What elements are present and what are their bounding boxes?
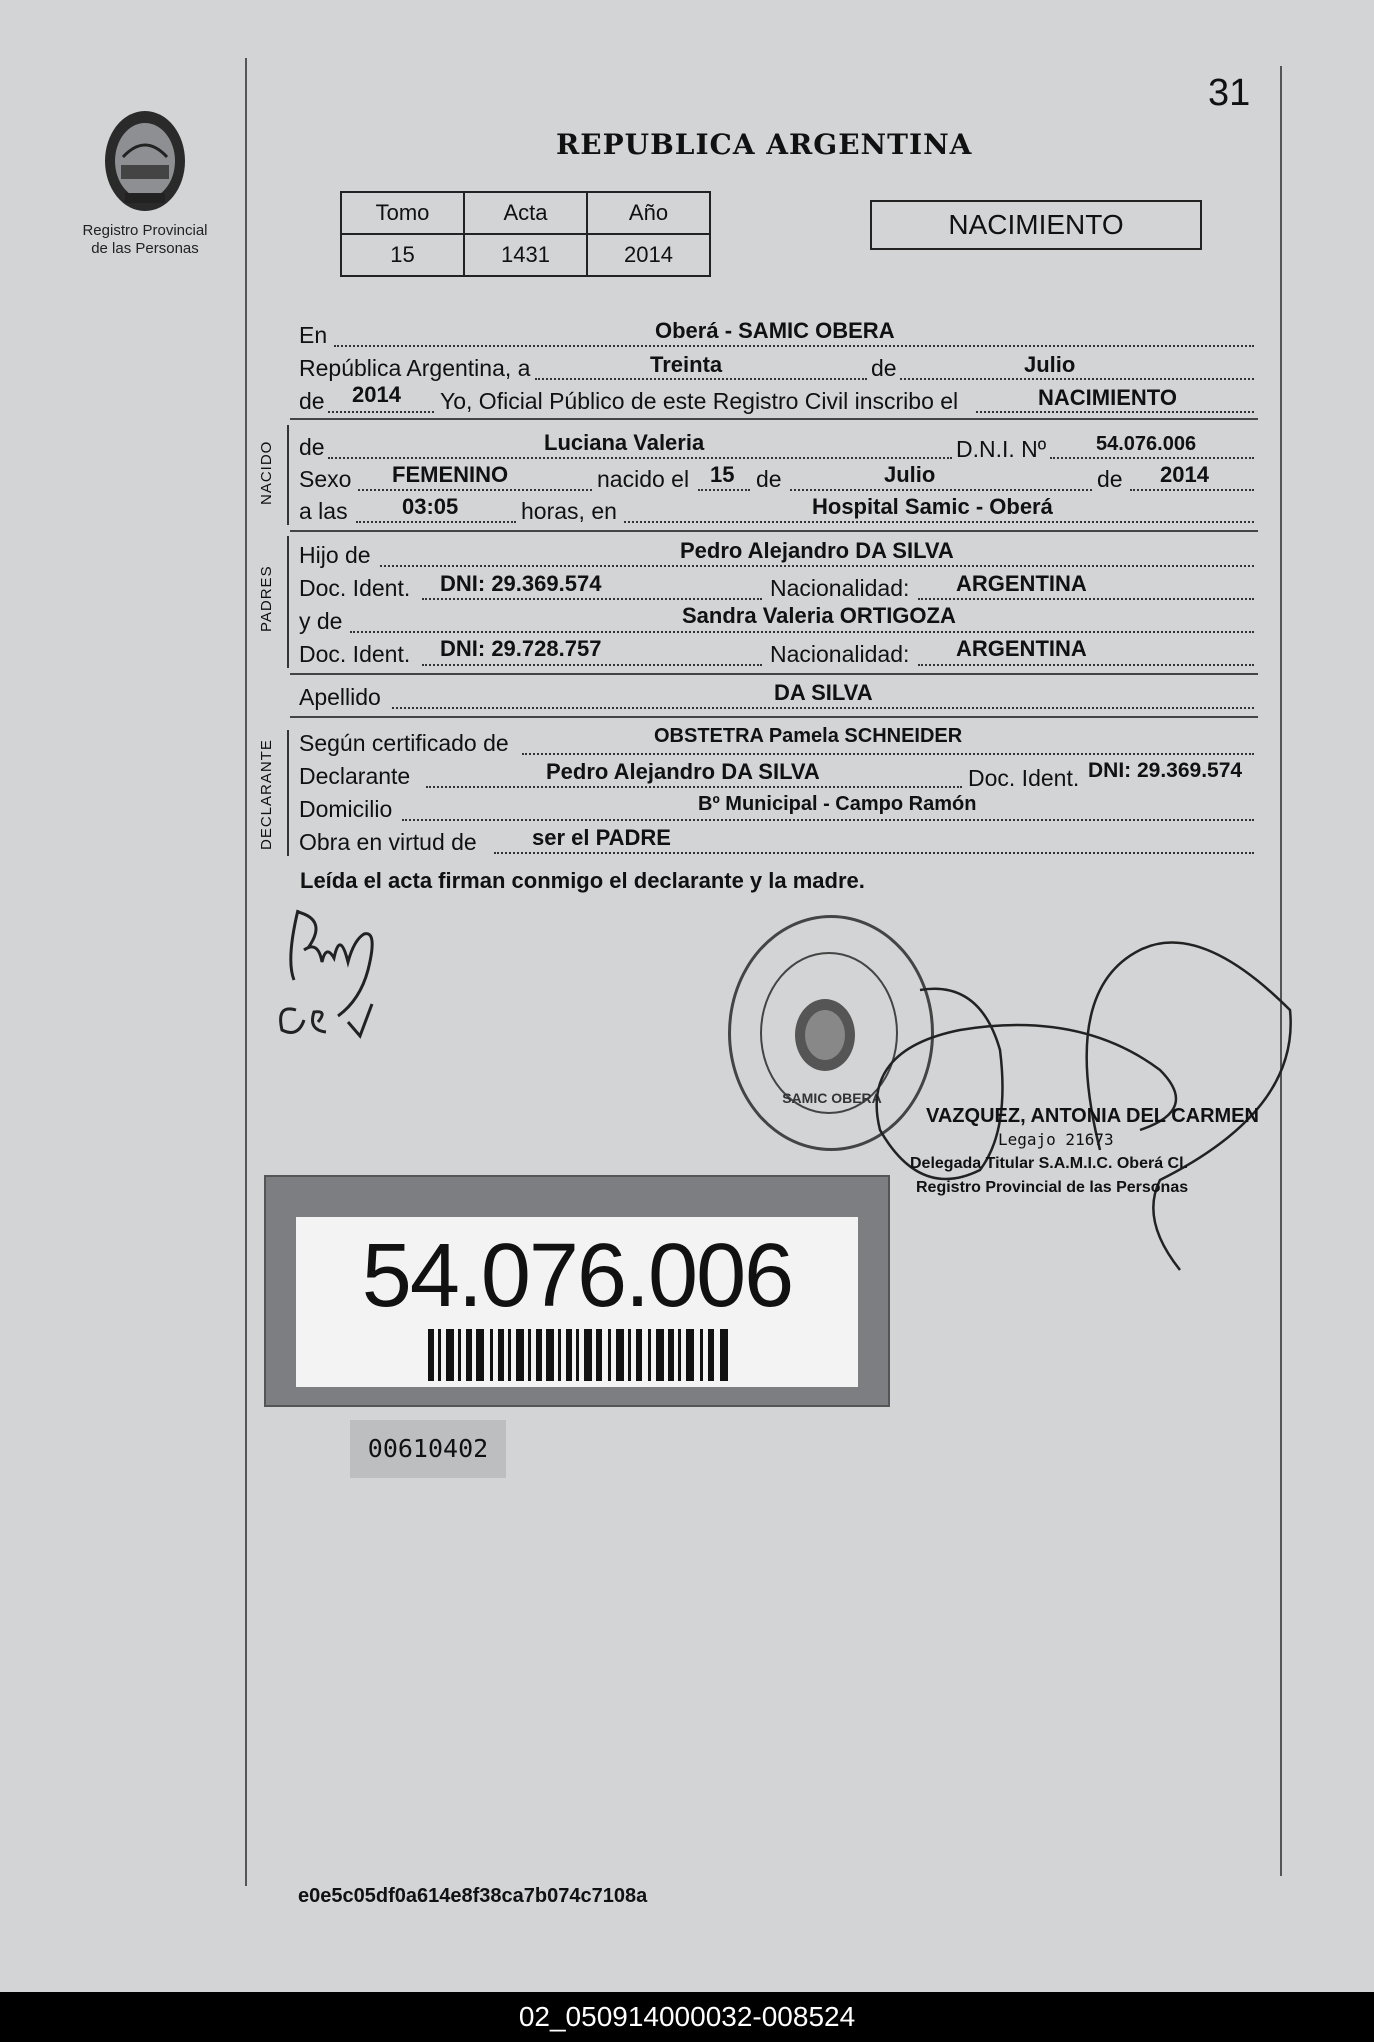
dotted-line — [426, 786, 962, 788]
section-bar-declarante — [287, 730, 289, 856]
value-domicilio: Bº Municipal - Campo Ramón — [698, 793, 977, 815]
barcode-label — [264, 1175, 890, 1407]
header-acta: Acta — [464, 192, 587, 234]
dotted-line — [1050, 457, 1254, 459]
label-hijo-de: Hijo de — [299, 542, 371, 568]
label-apellido: Apellido — [299, 684, 381, 710]
section-bar-nacido — [287, 425, 289, 525]
value-acto: NACIMIENTO — [1038, 385, 1177, 410]
record-table — [340, 191, 711, 277]
barcode-icon — [428, 1329, 728, 1381]
section-divider — [290, 530, 1258, 532]
footer-id: 02_050914000032-008524 — [0, 1992, 1374, 2042]
label-horas-en: horas, en — [521, 498, 617, 524]
label-yo-oficial: Yo, Oficial Público de este Registro Civil inscribo el — [440, 388, 959, 414]
logo-line-1: Registro Provincial — [82, 222, 208, 239]
document-title: REPUBLICA ARGENTINA — [556, 128, 973, 161]
side-label-nacido: NACIDO — [258, 440, 275, 505]
label-de: de — [299, 434, 325, 460]
barcode-number: 54.076.006 — [361, 1226, 793, 1326]
side-label-declarante: DECLARANTE — [258, 739, 275, 850]
dotted-line — [494, 852, 1254, 854]
record-table-values — [341, 234, 710, 276]
value-padre-doc: DNI: 29.369.574 — [440, 571, 602, 596]
section-bar-padres — [287, 536, 289, 668]
value-mes-nac: Julio — [884, 462, 936, 487]
value-mes: Julio — [1024, 352, 1076, 377]
value-apellido: DA SILVA — [774, 680, 873, 705]
header-anio: Año — [587, 192, 710, 234]
label-doc-ident: Doc. Ident. — [299, 575, 411, 601]
officer-office: Registro Provincial de las Personas — [916, 1179, 1189, 1196]
value-anio-nac: 2014 — [1160, 462, 1209, 487]
dotted-line — [328, 411, 434, 413]
dotted-line — [334, 345, 1254, 347]
label-a-las: a las — [299, 498, 348, 524]
dotted-line — [402, 819, 1254, 821]
value-anio: 2014 — [352, 382, 401, 407]
label-obra-en-virtud: Obra en virtud de — [299, 829, 477, 855]
logo-line-2: de las Personas — [91, 240, 199, 257]
registry-logo — [70, 105, 220, 285]
value-lugar: Oberá - SAMIC OBERA — [655, 318, 895, 343]
value-dia-nac: 15 — [710, 462, 735, 487]
label-nacionalidad: Nacionalidad: — [770, 575, 910, 601]
dotted-line — [328, 457, 952, 459]
value-lugar-nac: Hospital Samic - Oberá — [812, 494, 1053, 519]
closing-statement: Leída el acta firman conmigo el declarante y la madre. — [300, 868, 865, 893]
label-segun-certificado: Según certificado de — [299, 730, 509, 756]
label-doc-ident: Doc. Ident. — [299, 641, 411, 667]
label-sexo: Sexo — [299, 466, 352, 492]
stamp-inner-text: SAMIC OBERA — [782, 1090, 882, 1106]
signature-left-icon — [268, 900, 428, 1050]
header-tomo: Tomo — [341, 192, 464, 234]
section-divider — [290, 716, 1258, 718]
label-doc-ident: Doc. Ident. — [968, 765, 1080, 791]
officer-legajo: Legajo 21673 — [998, 1130, 1114, 1149]
value-acta: 1431 — [464, 234, 587, 276]
value-dni: 54.076.006 — [1096, 433, 1197, 455]
value-certificado: OBSTETRA Pamela SCHNEIDER — [654, 725, 963, 747]
section-divider — [290, 418, 1258, 420]
dotted-line — [522, 753, 1254, 755]
record-table-header — [341, 192, 710, 234]
value-dia: Treinta — [650, 352, 723, 377]
value-virtud: ser el PADRE — [532, 825, 671, 850]
label-de: de — [299, 388, 325, 414]
value-madre: Sandra Valeria ORTIGOZA — [682, 603, 956, 628]
label-de: de — [1097, 466, 1123, 492]
officer-role: Delegada Titular S.A.M.I.C. Oberá Cl. — [910, 1155, 1188, 1172]
barcode-inner — [296, 1217, 858, 1387]
stamp-crest-icon — [780, 990, 870, 1080]
side-label-padres: PADRES — [258, 565, 275, 632]
value-padre-nac: ARGENTINA — [956, 571, 1087, 596]
dotted-line — [358, 489, 592, 491]
section-divider — [290, 673, 1258, 675]
dotted-line — [900, 378, 1254, 380]
value-anio: 2014 — [587, 234, 710, 276]
dotted-line — [422, 598, 762, 600]
dotted-line — [422, 664, 762, 666]
label-nacionalidad: Nacionalidad: — [770, 641, 910, 667]
label-de: de — [756, 466, 782, 492]
officer-block — [910, 1104, 1259, 1200]
value-nombre: Luciana Valeria — [544, 430, 705, 455]
value-madre-nac: ARGENTINA — [956, 636, 1087, 661]
control-number: 00610402 — [350, 1420, 506, 1478]
value-sexo: FEMENINO — [392, 462, 509, 487]
label-declarante: Declarante — [299, 763, 411, 789]
left-margin-line — [245, 58, 247, 1886]
label-republica: República Argentina, a — [299, 355, 531, 381]
dotted-line — [535, 378, 867, 380]
page-number: 31 — [1208, 72, 1251, 114]
value-tomo: 15 — [341, 234, 464, 276]
dotted-line — [698, 489, 750, 491]
dotted-line — [976, 411, 1254, 413]
value-padre: Pedro Alejandro DA SILVA — [680, 538, 954, 563]
label-dni: D.N.I. Nº — [956, 436, 1047, 462]
label-en: En — [299, 322, 328, 348]
label-de: de — [871, 355, 897, 381]
dotted-line — [624, 521, 1254, 523]
dotted-line — [918, 664, 1254, 666]
value-hora: 03:05 — [402, 494, 459, 519]
value-madre-doc: DNI: 29.728.757 — [440, 636, 602, 661]
label-domicilio: Domicilio — [299, 796, 393, 822]
label-nacido-el: nacido el — [597, 466, 690, 492]
dotted-line — [356, 521, 516, 523]
dotted-line — [350, 631, 1254, 633]
value-declarante: Pedro Alejandro DA SILVA — [546, 759, 820, 784]
dotted-line — [790, 489, 1092, 491]
document-hash: e0e5c05df0a614e8f38ca7b074c7108a — [298, 1885, 648, 1907]
dotted-line — [380, 565, 1254, 567]
dotted-line — [1130, 489, 1254, 491]
label-y-de: y de — [299, 608, 343, 634]
officer-name: VAZQUEZ, ANTONIA DEL CARMEN — [926, 1105, 1259, 1127]
dotted-line — [392, 707, 1254, 709]
dotted-line — [918, 598, 1254, 600]
record-type-box: NACIMIENTO — [870, 200, 1202, 250]
provincial-crest-icon — [95, 105, 195, 217]
value-declarante-doc: DNI: 29.369.574 — [1088, 759, 1243, 782]
